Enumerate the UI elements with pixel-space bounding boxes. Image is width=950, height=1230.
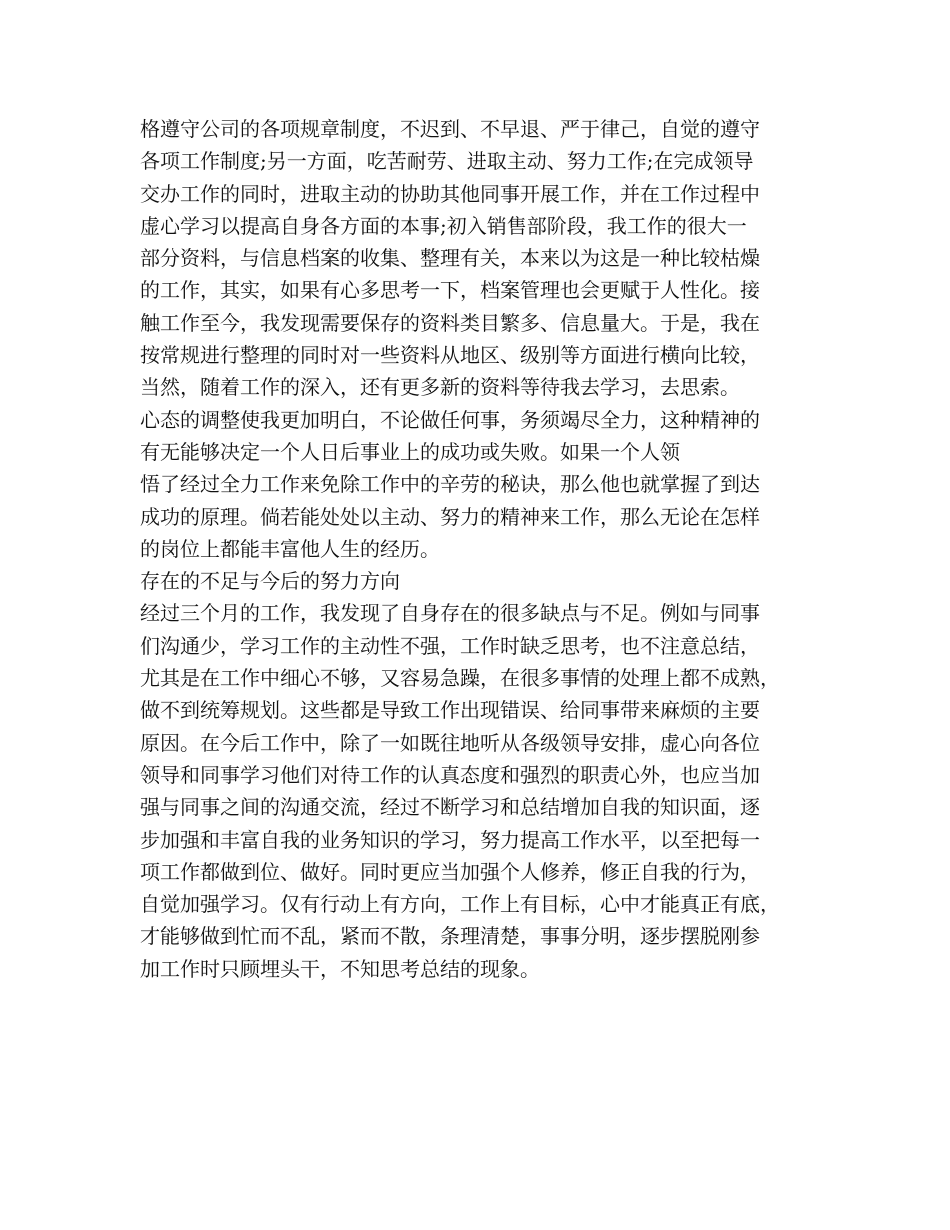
text-line: 们沟通少，学习工作的主动性不强，工作时缺乏思考，也不注意总结， xyxy=(140,633,760,658)
body-text xyxy=(140,113,840,985)
text-line: 强与同事之间的沟通交流，经过不断学习和总结增加自我的知识面，逐 xyxy=(140,795,760,820)
text-line: 成功的原理。倘若能处处以主动、努力的精神来工作，那么无论在怎样 xyxy=(140,504,760,529)
text-line: 项工作都做到位、做好。同时更应当加强个人修养，修正自我的行为， xyxy=(140,859,760,884)
text-line: 领导和同事学习他们对待工作的认真态度和强烈的职责心外，也应当加 xyxy=(140,762,760,787)
text-line: 有无能够决定一个人日后事业上的成功或失败。如果一个人领 xyxy=(140,439,680,464)
text-line: 加工作时只顾埋头干，不知思考总结的现象。 xyxy=(140,956,540,981)
text-line: 经过三个月的工作，我发现了自身存在的很多缺点与不足。例如与同事 xyxy=(140,601,760,626)
text-line: 触工作至今，我发现需要保存的资料类目繁多、信息量大。于是，我在 xyxy=(140,310,760,335)
text-line: 按常规进行整理的同时对一些资料从地区、级别等方面进行横向比较， xyxy=(140,343,760,368)
text-line: 各项工作制度;另一方面，吃苦耐劳、进取主动、努力工作;在完成领导 xyxy=(140,149,754,174)
text-line: 交办工作的同时，进取主动的协助其他同事开展工作，并在工作过程中 xyxy=(140,181,760,206)
text-line: 虚心学习以提高自身各方面的本事;初入销售部阶段，我工作的很大一 xyxy=(140,213,747,238)
text-line: 心态的调整使我更加明白，不论做任何事，务须竭尽全力，这种精神的 xyxy=(140,407,760,432)
text-line: 悟了经过全力工作来免除工作中的辛劳的秘诀，那么他也就掌握了到达 xyxy=(140,472,760,497)
text-line: 格遵守公司的各项规章制度，不迟到、不早退、严于律己，自觉的遵守 xyxy=(140,117,760,141)
text-line: 尤其是在工作中细心不够，又容易急躁，在很多事情的处理上都不成熟， xyxy=(140,666,780,691)
section-heading: 存在的不足与今后的努力方向 xyxy=(140,569,400,594)
text-line: 当然，随着工作的深入，还有更多新的资料等待我去学习，去思索。 xyxy=(140,375,740,400)
text-line: 原因。在今后工作中，除了一如既往地听从各级领导安排，虚心向各位 xyxy=(140,730,760,755)
text-line: 的工作，其实，如果有心多思考一下，档案管理也会更赋于人性化。接 xyxy=(140,278,760,303)
text-line: 的岗位上都能丰富他人生的经历。 xyxy=(140,536,440,561)
text-line: 才能够做到忙而不乱，紧而不散，条理清楚，事事分明，逐步摆脱刚参 xyxy=(140,924,760,949)
text-line: 自觉加强学习。仅有行动上有方向，工作上有目标，心中才能真正有底， xyxy=(140,892,780,917)
text-line: 部分资料，与信息档案的收集、整理有关，本来以为这是一种比较枯燥 xyxy=(140,246,760,271)
text-line: 步加强和丰富自我的业务知识的学习，努力提高工作水平，以至把每一 xyxy=(140,827,760,852)
text-line: 做不到统筹规划。这些都是导致工作出现错误、给同事带来麻烦的主要 xyxy=(140,698,760,723)
